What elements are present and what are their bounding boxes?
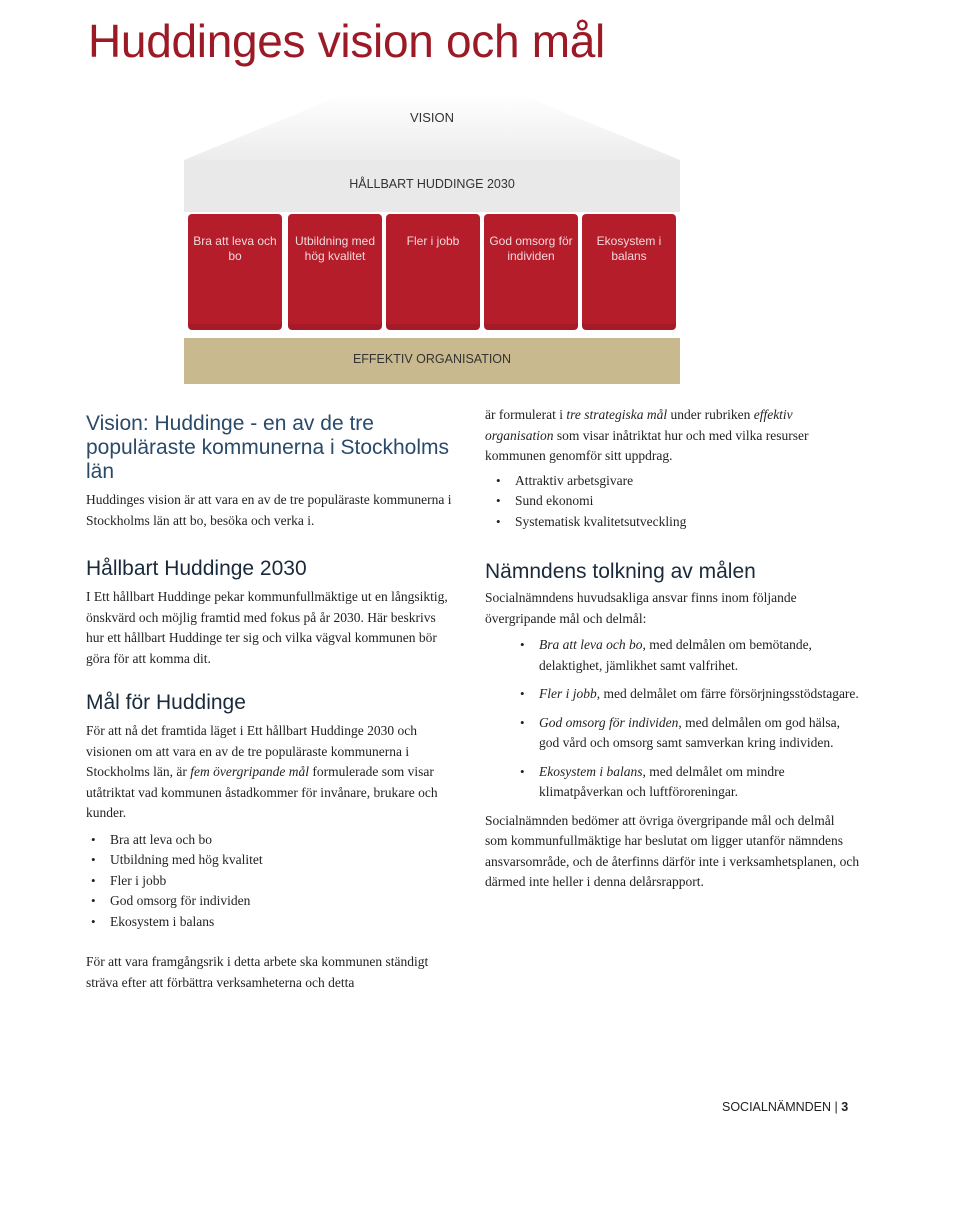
vision-heading: Vision: Huddinge - en av de tre populäraste kommunerna i Stockholms län: [86, 412, 450, 483]
page-footer: [722, 1100, 848, 1114]
list-item: • Bra att leva och bo, med delmålen om bemötande, delaktighet, jämlikhet samt valfrihet.: [515, 635, 860, 676]
goal-pillars: [184, 214, 680, 330]
vision-text: Huddinges vision är att vara en av de tre populäraste kommunerna i Stockholms län att bo, besöka och verka i.: [86, 492, 452, 528]
footer-separator: |: [834, 1100, 838, 1114]
mal-heading: Mål för Huddinge: [86, 691, 246, 714]
pillar: Utbildning med hög kvalitet: [288, 214, 382, 330]
list-item: • Sund ekonomi: [491, 491, 860, 512]
roof-label: VISION: [409, 110, 455, 125]
list-item: • Fler i jobb: [86, 871, 452, 892]
hallbart-heading: Hållbart Huddinge 2030: [86, 557, 307, 580]
strategic-goal-list: [485, 471, 860, 533]
page-title: Huddinges vision och mål: [88, 15, 605, 67]
list-item: • Ekosystem i balans: [86, 912, 452, 933]
foundation-label: EFFEKTIV ORGANISATION: [352, 352, 512, 366]
mal-closing: För att vara framgångsrik i detta arbete ska kommunen ständigt sträva efter att förbättra verksamheterna och detta: [86, 954, 429, 990]
mal-goal-list: [86, 830, 452, 933]
mal-text: För att nå det framtida läget i Ett hållbart Huddinge 2030 och visionen om att vara en av de tre populäraste kommunerna i Stockholms län, är fem övergripande mål formulerade som visar utåtriktat vad kommunen åstadkommer för invånare, brukare och kunder.: [86, 723, 438, 820]
namnd-text: Socialnämndens huvudsakliga ansvar finns inom följande övergripande mål och delmål:: [485, 590, 797, 626]
list-item: • Ekosystem i balans, med delmålet om mindre klimatpåverkan och luftföroreningar.: [515, 762, 860, 803]
list-item: • God omsorg för individen, med delmålen om god hälsa, god vård och omsorg samt samverkan kring individen.: [515, 713, 860, 754]
left-column: [86, 412, 452, 993]
list-item: • God omsorg för individen: [86, 891, 452, 912]
pillar: God omsorg för individen: [484, 214, 578, 330]
namnd-closing: Socialnämnden bedömer att övriga övergripande mål och delmål som kommunfullmäktige har beslutat om ligger utanför nämndens ansvarsområde, och de återfinns därför inte i verksamhetsplanen, och därmed inte heller i denna delårsrapport.: [485, 812, 860, 889]
vision-house-diagram: [184, 88, 680, 384]
footer-label: SOCIALNÄMNDEN: [722, 1100, 832, 1114]
pillar: Ekosystem i balans: [582, 214, 676, 330]
pillar: Fler i jobb: [386, 214, 480, 330]
right-column: [485, 405, 860, 893]
list-item: • Utbildning med hög kvalitet: [86, 850, 452, 871]
list-item: • Systematisk kvalitetsutveckling: [491, 512, 860, 533]
list-item: • Fler i jobb, med delmålet om färre försörjningsstödstagare.: [515, 684, 860, 705]
page-number: 3: [841, 1100, 849, 1114]
hallbart-text: I Ett hållbart Huddinge pekar kommunfullmäktige ut en långsiktig, önskvärd och möjlig framtid med fokus på år 2030. Här beskrivs hur ett hållbart Huddinge ter sig och vilka vägval kommunen bör göra för att komma dit.: [86, 589, 448, 666]
namnd-heading: Nämndens tolkning av målen: [485, 560, 756, 583]
namnd-goal-list: [485, 635, 860, 803]
right-intro-text: är formulerat i tre strategiska mål under rubriken effektiv organisation som visar inåtriktat hur och med vilka resurser kommunen genomför sitt uppdrag.: [485, 407, 809, 463]
list-item: • Attraktiv arbetsgivare: [491, 471, 860, 492]
pillar: Bra att leva och bo: [188, 214, 282, 330]
strategy-band-label: HÅLLBART HUDDINGE 2030: [349, 177, 515, 191]
list-item: • Bra att leva och bo: [86, 830, 452, 851]
